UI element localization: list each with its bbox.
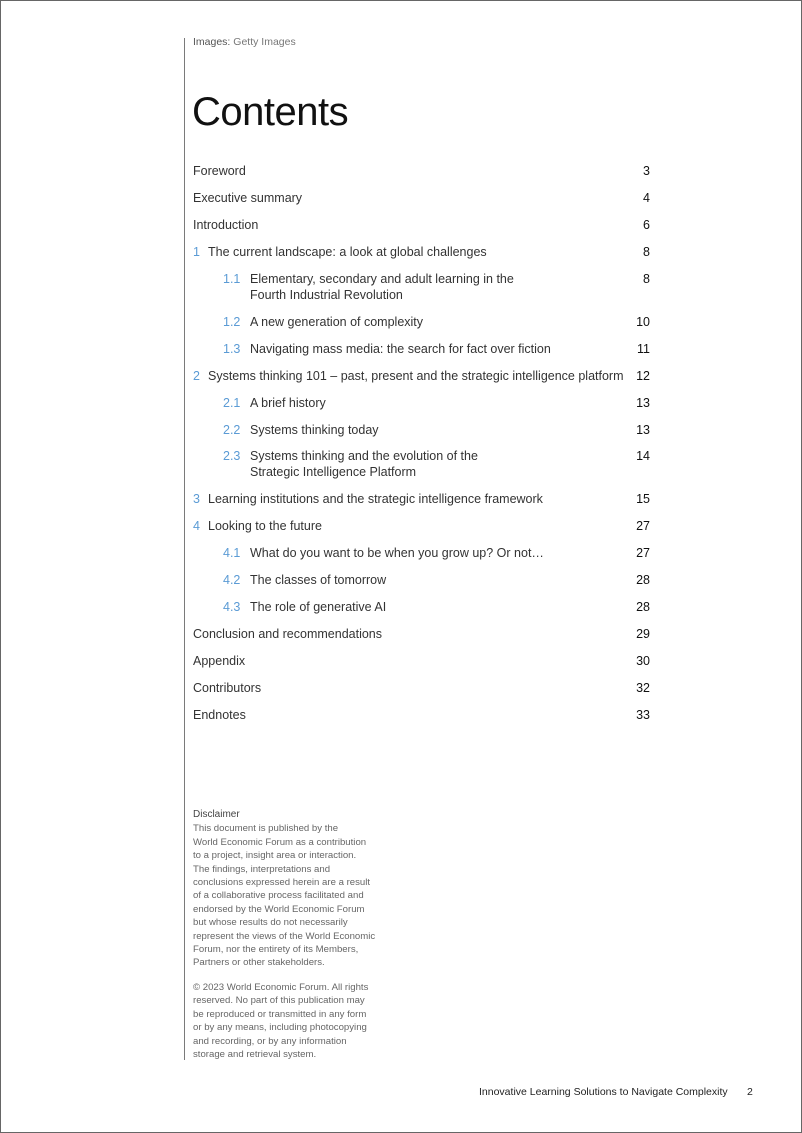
image-credit-source: Getty Images bbox=[233, 36, 296, 48]
toc-entry-page: 27 bbox=[636, 546, 650, 560]
disclaimer-line: The findings, interpretations and bbox=[193, 863, 331, 875]
toc-entry-page: 33 bbox=[636, 708, 650, 722]
toc-entry-page: 11 bbox=[637, 342, 650, 356]
margin-rule bbox=[184, 38, 185, 1060]
copyright-line: reserved. No part of this publication may bbox=[193, 995, 365, 1007]
toc-entry-number: 2.1 bbox=[223, 396, 241, 410]
disclaimer-line: World Economic Forum as a contribution bbox=[193, 836, 367, 848]
toc-entry-title bbox=[250, 342, 551, 358]
copyright-line: storage and retrieval system. bbox=[193, 1048, 317, 1060]
copyright-line: be reproduced or transmitted in any form bbox=[193, 1008, 367, 1020]
disclaimer bbox=[193, 808, 393, 1061]
toc-entry-number: 2 bbox=[193, 369, 200, 383]
toc-entry-title-line: Executive summary bbox=[193, 191, 303, 205]
toc-entry-number: 4.2 bbox=[223, 573, 241, 587]
toc-entry-title bbox=[208, 492, 543, 508]
disclaimer-heading: Disclaimer bbox=[193, 809, 240, 820]
disclaimer-line: of a collaborative process facilitated and bbox=[193, 890, 364, 902]
disclaimer-line: conclusions expressed herein are a result bbox=[193, 877, 371, 889]
toc-entry-title-line: Navigating mass media: the search for fact over fiction bbox=[250, 342, 551, 356]
toc-entry-title bbox=[193, 681, 261, 697]
toc-entry-title-line: The role of generative AI bbox=[250, 600, 387, 614]
toc-entry-page: 13 bbox=[636, 423, 650, 437]
toc-entry-page: 32 bbox=[636, 681, 650, 695]
toc-entry-title-line: A new generation of complexity bbox=[250, 315, 424, 329]
disclaimer-body bbox=[193, 822, 393, 969]
toc-entry-title bbox=[193, 191, 302, 207]
toc-entry-title bbox=[193, 218, 258, 234]
toc-entry-page: 13 bbox=[636, 396, 650, 410]
toc-entry-title-line: Looking to the future bbox=[208, 519, 322, 533]
toc-entry-title-line: Appendix bbox=[193, 654, 246, 668]
toc-entry-title bbox=[250, 315, 423, 331]
image-credit-label: Images: bbox=[193, 36, 231, 48]
toc-entry-page: 4 bbox=[643, 191, 650, 205]
toc-entry-title bbox=[250, 449, 478, 480]
toc-entry-title bbox=[250, 573, 386, 589]
toc-entry-number: 1.3 bbox=[223, 342, 241, 356]
copyright-notice bbox=[193, 981, 393, 1061]
toc-entry-number: 1 bbox=[193, 245, 200, 259]
toc-entry-title-line: Foreword bbox=[193, 164, 246, 178]
toc-entry-title-line: A brief history bbox=[250, 396, 326, 410]
toc-entry-number: 1.1 bbox=[223, 272, 241, 286]
toc-entry-page: 3 bbox=[643, 164, 650, 178]
toc-entry-title bbox=[208, 245, 487, 261]
toc-entry-title bbox=[193, 654, 245, 670]
toc-entry-title bbox=[193, 708, 246, 724]
disclaimer-line: to a project, insight area or interaction. bbox=[193, 850, 357, 862]
toc-entry-title-line: Systems thinking 101 – past, present and the strategic intelligence platform bbox=[208, 369, 624, 383]
toc-entry-title bbox=[193, 627, 382, 643]
toc-entry-title bbox=[208, 369, 624, 385]
toc-entry-title-line: Introduction bbox=[193, 218, 259, 232]
disclaimer-line: but whose results do not necessarily bbox=[193, 917, 348, 929]
disclaimer-line: Forum, nor the entirety of its Members, bbox=[193, 944, 359, 956]
toc-entry-title-line: Conclusion and recommendations bbox=[193, 627, 382, 641]
toc-entry-title-line: Strategic Intelligence Platform bbox=[250, 464, 417, 479]
toc-entry-title-line: Systems thinking and the evolution of the bbox=[250, 449, 478, 463]
disclaimer-line: Partners or other stakeholders. bbox=[193, 957, 325, 969]
toc-entry-page: 28 bbox=[636, 573, 650, 587]
toc-entry-title-line: Systems thinking today bbox=[250, 423, 379, 437]
toc-entry-title bbox=[193, 164, 246, 180]
toc-entry-number: 2.3 bbox=[223, 449, 241, 463]
toc-entry-page: 8 bbox=[643, 272, 650, 286]
toc-entry-title-line: Fourth Industrial Revolution bbox=[250, 287, 403, 302]
toc-entry-page: 6 bbox=[643, 218, 650, 232]
toc-entry-number: 4.3 bbox=[223, 600, 241, 614]
toc-entry-number: 2.2 bbox=[223, 423, 241, 437]
toc-entry-page: 15 bbox=[636, 492, 650, 506]
toc-entry-page: 14 bbox=[636, 449, 650, 463]
disclaimer-line: represent the views of the World Economic bbox=[193, 930, 376, 942]
copyright-line: © 2023 World Economic Forum. All rights bbox=[193, 981, 369, 993]
copyright-line: and recording, or by any information bbox=[193, 1035, 347, 1047]
footer-page-number: 2 bbox=[747, 1086, 753, 1098]
toc-entry-page: 28 bbox=[636, 600, 650, 614]
page-title: Contents bbox=[192, 90, 349, 134]
toc-entry-page: 30 bbox=[636, 654, 650, 668]
footer-title: Innovative Learning Solutions to Navigate Complexity bbox=[479, 1086, 728, 1098]
toc-entry-number: 1.2 bbox=[223, 315, 241, 329]
toc-entry-title bbox=[250, 423, 379, 439]
toc-entry-title bbox=[250, 600, 386, 616]
copyright-line: or by any means, including photocopying bbox=[193, 1022, 367, 1034]
toc-entry-page: 8 bbox=[643, 245, 650, 259]
toc-entry-title-line: Learning institutions and the strategic intelligence framework bbox=[208, 492, 543, 506]
disclaimer-line: This document is published by the bbox=[193, 823, 339, 835]
toc-entry-page: 29 bbox=[636, 627, 650, 641]
toc-entry-title-line: Elementary, secondary and adult learning in the bbox=[250, 272, 514, 286]
toc-entry-page: 27 bbox=[636, 519, 650, 533]
toc-entry-page: 10 bbox=[636, 315, 650, 329]
toc-entry-title-line: Contributors bbox=[193, 681, 262, 695]
toc-entry-number: 3 bbox=[193, 492, 200, 506]
toc-entry-title-line: The current landscape: a look at global challenges bbox=[208, 245, 487, 259]
toc-entry-title bbox=[208, 519, 322, 535]
toc-entry-title bbox=[250, 272, 514, 303]
toc-entry-number: 4.1 bbox=[223, 546, 241, 560]
toc-entry-title-line: The classes of tomorrow bbox=[250, 573, 387, 587]
toc-entry-title bbox=[250, 546, 544, 562]
toc-entry-number: 4 bbox=[193, 519, 200, 533]
disclaimer-line: endorsed by the World Economic Forum bbox=[193, 903, 365, 915]
page-footer bbox=[479, 1086, 753, 1098]
toc-entry-page: 12 bbox=[636, 369, 650, 383]
toc-entry-title-line: What do you want to be when you grow up? Or not… bbox=[250, 546, 544, 560]
toc-entry-title bbox=[250, 396, 326, 412]
image-credit bbox=[193, 36, 296, 48]
toc-entry-title-line: Endnotes bbox=[193, 708, 246, 722]
